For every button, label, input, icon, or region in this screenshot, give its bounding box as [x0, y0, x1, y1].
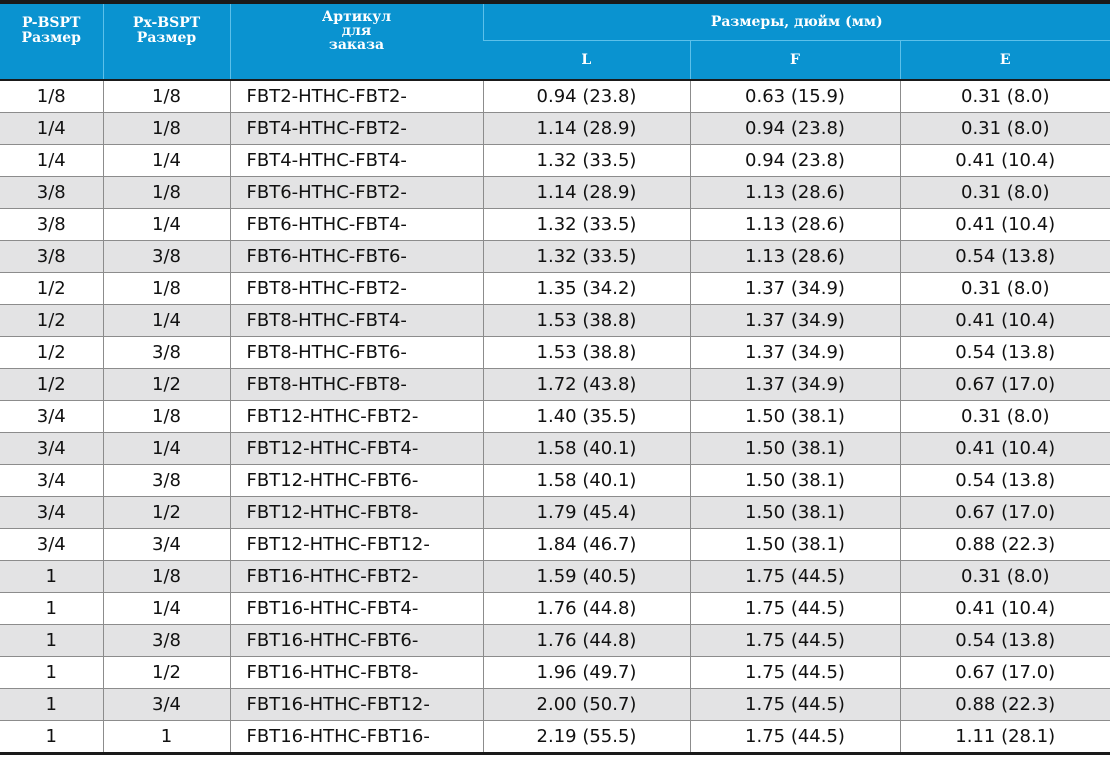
- cell-order-article: FBT16-HTHC-FBT2-: [230, 561, 483, 593]
- cell-px-bspt-size: 1/8: [103, 80, 230, 113]
- cell-dim-l: 1.32 (33.5): [483, 241, 690, 273]
- cell-order-article: FBT8-HTHC-FBT2-: [230, 273, 483, 305]
- cell-dim-f: 1.75 (44.5): [690, 625, 900, 657]
- cell-p-bspt-size: 1: [0, 689, 103, 721]
- cell-dim-l: 1.59 (40.5): [483, 561, 690, 593]
- table-body: [0, 80, 1110, 754]
- header-order-article: Артикул для заказа: [230, 2, 483, 80]
- table-row: [0, 561, 1110, 593]
- cell-order-article: FBT16-HTHC-FBT16-: [230, 721, 483, 754]
- cell-dim-f: 1.13 (28.6): [690, 209, 900, 241]
- cell-dim-f: 1.37 (34.9): [690, 273, 900, 305]
- cell-px-bspt-size: 1/2: [103, 369, 230, 401]
- table-row: [0, 721, 1110, 754]
- table-row: [0, 177, 1110, 209]
- cell-p-bspt-size: 3/4: [0, 529, 103, 561]
- cell-dim-f: 1.37 (34.9): [690, 337, 900, 369]
- table-row: [0, 657, 1110, 689]
- cell-p-bspt-size: 3/8: [0, 241, 103, 273]
- table-row: [0, 433, 1110, 465]
- cell-dim-e: 0.54 (13.8): [900, 465, 1110, 497]
- header-p-bspt-size: P-BSPT Размер: [0, 2, 103, 80]
- cell-dim-e: 0.31 (8.0): [900, 401, 1110, 433]
- cell-p-bspt-size: 1: [0, 561, 103, 593]
- cell-dim-f: 1.37 (34.9): [690, 305, 900, 337]
- cell-dim-l: 1.79 (45.4): [483, 497, 690, 529]
- cell-dim-e: 0.41 (10.4): [900, 433, 1110, 465]
- table-row: [0, 80, 1110, 113]
- cell-dim-e: 0.31 (8.0): [900, 177, 1110, 209]
- cell-p-bspt-size: 1/8: [0, 80, 103, 113]
- cell-dim-l: 1.14 (28.9): [483, 113, 690, 145]
- header-dim-f: F: [690, 41, 900, 81]
- cell-px-bspt-size: 1/8: [103, 113, 230, 145]
- cell-p-bspt-size: 1/2: [0, 305, 103, 337]
- table-row: [0, 593, 1110, 625]
- table-row: [0, 145, 1110, 177]
- cell-dim-l: 1.40 (35.5): [483, 401, 690, 433]
- cell-dim-f: 0.94 (23.8): [690, 145, 900, 177]
- cell-order-article: FBT16-HTHC-FBT4-: [230, 593, 483, 625]
- cell-dim-l: 1.76 (44.8): [483, 625, 690, 657]
- cell-dim-f: 1.37 (34.9): [690, 369, 900, 401]
- cell-dim-e: 0.31 (8.0): [900, 113, 1110, 145]
- cell-px-bspt-size: 3/4: [103, 689, 230, 721]
- cell-dim-l: 1.58 (40.1): [483, 465, 690, 497]
- cell-dim-f: 1.13 (28.6): [690, 241, 900, 273]
- cell-dim-l: 1.76 (44.8): [483, 593, 690, 625]
- cell-px-bspt-size: 1: [103, 721, 230, 754]
- cell-px-bspt-size: 1/8: [103, 273, 230, 305]
- cell-p-bspt-size: 3/4: [0, 401, 103, 433]
- cell-dim-e: 0.41 (10.4): [900, 593, 1110, 625]
- cell-dim-e: 0.67 (17.0): [900, 497, 1110, 529]
- cell-px-bspt-size: 1/8: [103, 401, 230, 433]
- cell-p-bspt-size: 1: [0, 721, 103, 754]
- cell-dim-e: 0.54 (13.8): [900, 337, 1110, 369]
- cell-px-bspt-size: 3/4: [103, 529, 230, 561]
- cell-order-article: FBT12-HTHC-FBT6-: [230, 465, 483, 497]
- cell-p-bspt-size: 1/2: [0, 369, 103, 401]
- cell-dim-e: 0.41 (10.4): [900, 145, 1110, 177]
- table-row: [0, 401, 1110, 433]
- cell-order-article: FBT12-HTHC-FBT2-: [230, 401, 483, 433]
- cell-dim-l: 1.96 (49.7): [483, 657, 690, 689]
- cell-dim-l: 1.35 (34.2): [483, 273, 690, 305]
- cell-dim-l: 0.94 (23.8): [483, 80, 690, 113]
- cell-px-bspt-size: 1/8: [103, 561, 230, 593]
- cell-px-bspt-size: 3/8: [103, 465, 230, 497]
- cell-p-bspt-size: 1: [0, 657, 103, 689]
- header-dim-l: L: [483, 41, 690, 81]
- table-row: [0, 625, 1110, 657]
- cell-order-article: FBT6-HTHC-FBT6-: [230, 241, 483, 273]
- table-row: [0, 305, 1110, 337]
- cell-order-article: FBT6-HTHC-FBT4-: [230, 209, 483, 241]
- cell-dim-l: 1.53 (38.8): [483, 305, 690, 337]
- cell-dim-e: 0.67 (17.0): [900, 657, 1110, 689]
- cell-dim-f: 1.13 (28.6): [690, 177, 900, 209]
- cell-p-bspt-size: 1: [0, 593, 103, 625]
- cell-dim-f: 1.75 (44.5): [690, 689, 900, 721]
- cell-dim-f: 1.75 (44.5): [690, 657, 900, 689]
- table-row: [0, 113, 1110, 145]
- table-row: [0, 465, 1110, 497]
- header-px-bspt-size: Px-BSPT Размер: [103, 2, 230, 80]
- cell-p-bspt-size: 1/2: [0, 273, 103, 305]
- table-row: [0, 273, 1110, 305]
- cell-dim-e: 0.54 (13.8): [900, 241, 1110, 273]
- cell-dim-e: 1.11 (28.1): [900, 721, 1110, 754]
- cell-p-bspt-size: 1/4: [0, 145, 103, 177]
- cell-dim-f: 0.63 (15.9): [690, 80, 900, 113]
- cell-px-bspt-size: 1/2: [103, 657, 230, 689]
- cell-dim-e: 0.54 (13.8): [900, 625, 1110, 657]
- cell-px-bspt-size: 1/4: [103, 209, 230, 241]
- cell-dim-e: 0.67 (17.0): [900, 369, 1110, 401]
- cell-p-bspt-size: 3/4: [0, 497, 103, 529]
- table-row: [0, 689, 1110, 721]
- cell-px-bspt-size: 3/8: [103, 241, 230, 273]
- cell-dim-f: 1.50 (38.1): [690, 497, 900, 529]
- table-row: [0, 529, 1110, 561]
- cell-dim-e: 0.31 (8.0): [900, 561, 1110, 593]
- cell-order-article: FBT8-HTHC-FBT8-: [230, 369, 483, 401]
- cell-px-bspt-size: 1/4: [103, 145, 230, 177]
- cell-order-article: FBT8-HTHC-FBT4-: [230, 305, 483, 337]
- cell-dim-e: 0.88 (22.3): [900, 529, 1110, 561]
- cell-px-bspt-size: 3/8: [103, 337, 230, 369]
- cell-dim-e: 0.31 (8.0): [900, 80, 1110, 113]
- table-row: [0, 497, 1110, 529]
- cell-dim-l: 1.53 (38.8): [483, 337, 690, 369]
- cell-p-bspt-size: 1/4: [0, 113, 103, 145]
- cell-dim-l: 1.32 (33.5): [483, 209, 690, 241]
- table-row: [0, 209, 1110, 241]
- cell-px-bspt-size: 1/2: [103, 497, 230, 529]
- cell-p-bspt-size: 3/4: [0, 433, 103, 465]
- cell-order-article: FBT12-HTHC-FBT8-: [230, 497, 483, 529]
- cell-dim-f: 1.50 (38.1): [690, 465, 900, 497]
- table-row: [0, 241, 1110, 273]
- cell-order-article: FBT2-HTHC-FBT2-: [230, 80, 483, 113]
- cell-p-bspt-size: 3/8: [0, 209, 103, 241]
- cell-dim-e: 0.88 (22.3): [900, 689, 1110, 721]
- cell-order-article: FBT12-HTHC-FBT4-: [230, 433, 483, 465]
- cell-dim-l: 2.00 (50.7): [483, 689, 690, 721]
- cell-dim-e: 0.31 (8.0): [900, 273, 1110, 305]
- cell-px-bspt-size: 3/8: [103, 625, 230, 657]
- cell-dim-f: 0.94 (23.8): [690, 113, 900, 145]
- cell-dim-e: 0.41 (10.4): [900, 305, 1110, 337]
- cell-p-bspt-size: 3/4: [0, 465, 103, 497]
- cell-dim-l: 2.19 (55.5): [483, 721, 690, 754]
- cell-order-article: FBT16-HTHC-FBT8-: [230, 657, 483, 689]
- cell-dim-l: 1.14 (28.9): [483, 177, 690, 209]
- cell-dim-l: 1.72 (43.8): [483, 369, 690, 401]
- cell-dim-l: 1.58 (40.1): [483, 433, 690, 465]
- cell-dim-l: 1.84 (46.7): [483, 529, 690, 561]
- cell-dim-f: 1.75 (44.5): [690, 721, 900, 754]
- cell-px-bspt-size: 1/4: [103, 433, 230, 465]
- cell-order-article: FBT16-HTHC-FBT6-: [230, 625, 483, 657]
- cell-order-article: FBT6-HTHC-FBT2-: [230, 177, 483, 209]
- cell-px-bspt-size: 1/8: [103, 177, 230, 209]
- header-dim-e: E: [900, 41, 1110, 81]
- cell-p-bspt-size: 1/2: [0, 337, 103, 369]
- cell-dim-f: 1.50 (38.1): [690, 433, 900, 465]
- cell-order-article: FBT8-HTHC-FBT6-: [230, 337, 483, 369]
- table-row: [0, 337, 1110, 369]
- cell-order-article: FBT16-HTHC-FBT12-: [230, 689, 483, 721]
- cell-dim-f: 1.50 (38.1): [690, 401, 900, 433]
- cell-dim-l: 1.32 (33.5): [483, 145, 690, 177]
- cell-dim-f: 1.50 (38.1): [690, 529, 900, 561]
- cell-px-bspt-size: 1/4: [103, 593, 230, 625]
- cell-p-bspt-size: 3/8: [0, 177, 103, 209]
- header-dimensions: Размеры, дюйм (мм): [483, 2, 1110, 41]
- cell-dim-e: 0.41 (10.4): [900, 209, 1110, 241]
- cell-px-bspt-size: 1/4: [103, 305, 230, 337]
- cell-p-bspt-size: 1: [0, 625, 103, 657]
- cell-dim-f: 1.75 (44.5): [690, 561, 900, 593]
- cell-order-article: FBT4-HTHC-FBT2-: [230, 113, 483, 145]
- cell-order-article: FBT4-HTHC-FBT4-: [230, 145, 483, 177]
- table-header: [0, 2, 1110, 80]
- cell-dim-f: 1.75 (44.5): [690, 593, 900, 625]
- table-row: [0, 369, 1110, 401]
- cell-order-article: FBT12-HTHC-FBT12-: [230, 529, 483, 561]
